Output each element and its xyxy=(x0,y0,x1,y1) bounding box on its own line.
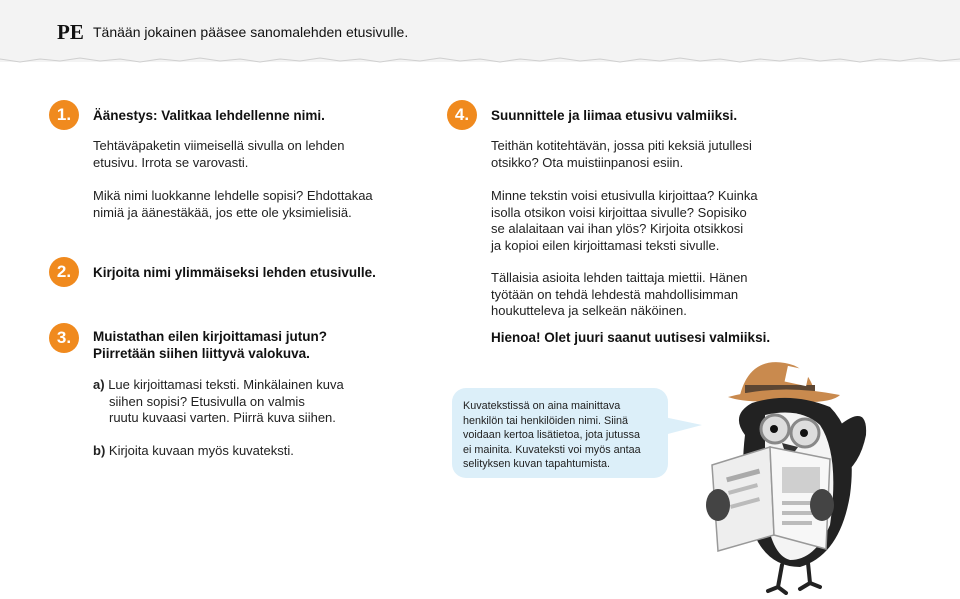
step-2-heading: Kirjoita nimi ylimmäiseksi lehden etusivulle. xyxy=(93,265,376,280)
step-4-closing: Hienoa! Olet juuri saanut uutisesi valmiiksi. xyxy=(491,330,771,345)
header-band xyxy=(0,0,960,62)
step-1-paragraph-1: Tehtäväpaketin viimeisellä sivulla on lehden etusivu. Irrota se varovasti. xyxy=(93,138,345,170)
penguin-reporter-icon xyxy=(690,355,890,595)
step-4-paragraph-3: Tällaisia asioita lehden taittaja miettii. Hänen työtään on tehdä lehdestä mahdollisimman houkutteleva ja selkeän näköinen. xyxy=(491,270,748,318)
step-4-paragraph-1: Teithän kotitehtävän, jossa piti keksiä jutullesi otsikko? Ota muistiinpanosi esiin. xyxy=(491,138,752,170)
step-1-heading: Äänestys: Valitkaa lehdellenne nimi. xyxy=(93,108,325,123)
step-4-heading: Suunnittele ja liimaa etusivu valmiiksi. xyxy=(491,108,738,123)
torn-paper-edge xyxy=(0,56,960,64)
caption-tip-text: Kuvatekstissä on aina mainittava henkilön tai henkilöiden nimi. Siinä voidaan kertoa lisätietoa, jota jutussa ei mainita. Kuvateksti voi myös antaa selityksen kuvan tapahtumista. xyxy=(463,400,641,470)
page-title: Tänään jokainen pääsee sanomalehden etusivulle. xyxy=(93,24,409,40)
fedora-hat-icon xyxy=(728,362,840,402)
instruction-b-prefix: b) xyxy=(93,443,106,458)
step-3-instruction-b: b) Kirjoita kuvaan myös kuvateksti. xyxy=(93,443,294,458)
step-2-badge: 2. xyxy=(49,257,79,287)
step-3-badge: 3. xyxy=(49,323,79,353)
step-1-paragraph-2: Mikä nimi luokkanne lehdelle sopisi? Ehdottakaa nimiä ja äänestäkää, jos ette ole yksimielisiä. xyxy=(93,188,373,220)
step-3-instruction-a: a) Lue kirjoittamasi teksti. Minkälainen kuva siihen sopisi? Etusivulla on valmis ruutu kuvaasi varten. Piirrä kuva siihen. xyxy=(93,377,344,425)
step-1-badge: 1. xyxy=(49,100,79,130)
step-4-badge: 4. xyxy=(447,100,477,130)
step-3-heading: Muistathan eilen kirjoittamasi jutun? Piirretään siihen liittyvä valokuva. xyxy=(93,329,328,361)
instruction-a-prefix: a) xyxy=(93,377,105,392)
day-label: PE xyxy=(57,20,84,44)
step-4-paragraph-2: Minne tekstin voisi etusivulla kirjoittaa? Kuinka isolla otsikon voisi kirjoittaa sivulle? Sopisiko se alalaitaan vai ihan ylös? Kirjoita otsikkosi ja kopioi eilen kirjoittamasi teksti sivulle. xyxy=(491,188,758,253)
